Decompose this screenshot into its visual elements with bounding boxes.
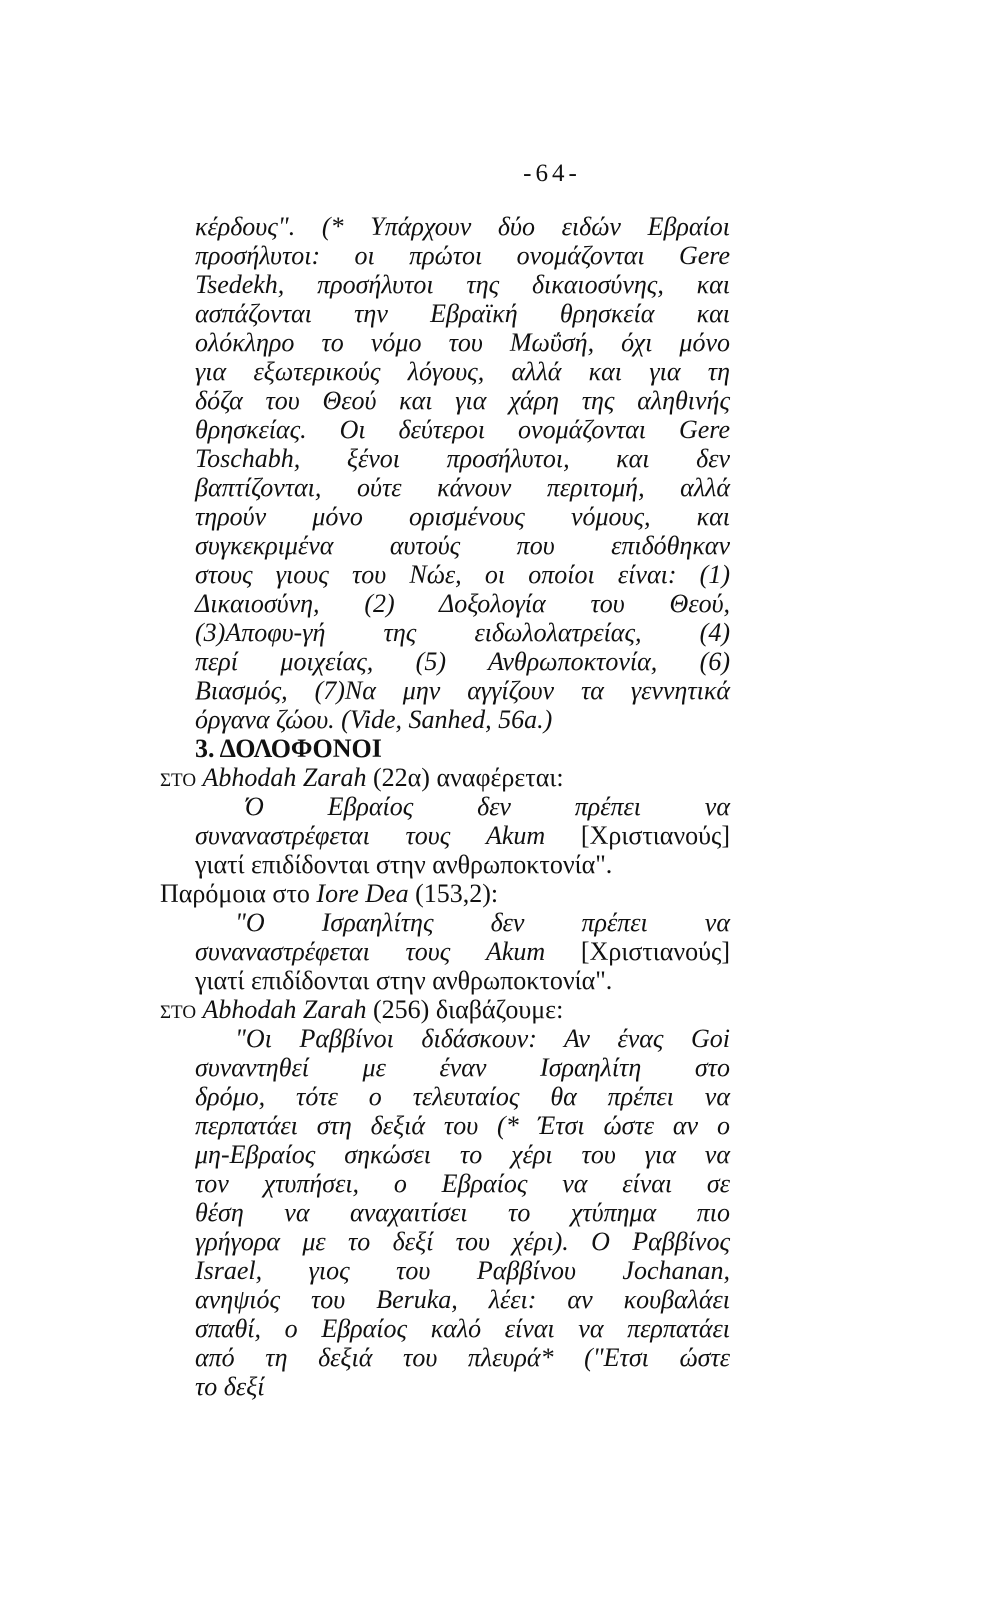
quote-line: σπαθί, ο Εβραίος καλό είναι να περπατάει <box>195 1314 730 1343</box>
text-line: βαπτίζονται, ούτε κάνουν περιτομή, αλλά <box>195 473 730 502</box>
section-iore-dea <box>160 879 731 995</box>
quote-text: [Χριστιανούς] <box>545 821 731 850</box>
quote-line: γιατί επιδίδονται στην ανθρωποκτονία". <box>195 966 613 995</box>
text-line: συγκεκριμένα αυτούς που επιδόθηκαν <box>195 531 730 560</box>
quote-text: [Χριστιανούς] <box>545 937 731 966</box>
text-line: στους γιους του Νώε, οι οποίοι είναι: (1) <box>195 560 730 589</box>
quote-line: μη-Εβραίος σηκώσει το χέρι του για να <box>195 1140 730 1169</box>
text-line: περί μοιχείας, (5) Ανθρωποκτονία, (6) <box>195 647 730 676</box>
text-line: Δικαιοσύνη, (2) Δοξολογία του Θεού, <box>195 589 730 618</box>
quote-line: συναντηθεί με έναν Ισραηλίτη στο <box>195 1053 730 1082</box>
text-line: ασπάζονται την Εβραϊκή θρησκεία και <box>195 299 730 328</box>
reference: (256) διαβάζουμε: <box>366 995 564 1024</box>
quote-text: συναναστρέφεται τους Akum <box>195 821 546 850</box>
quote-line: θέση να αναχαιτίσει το χτύπημα πιο <box>195 1198 730 1227</box>
text-line: Toschabh, ξένοι προσήλυτοι, και δεν <box>195 444 730 473</box>
reference: (153,2): <box>408 879 499 908</box>
page-number: -64- <box>523 160 581 187</box>
text-line: όργανα ζώου. (Vide, Sanhed, 56a.) <box>195 705 553 734</box>
quote-line: ανηψιός του Beruka, λέει: αν κουβαλάει <box>195 1285 730 1314</box>
quote-line: γρήγορα με το δεξί του χέρι). Ο Ραββίνος <box>195 1227 730 1256</box>
quote-line: από τη δεξιά του πλευρά* ("Ετσι ώστε <box>195 1343 730 1372</box>
work-title: Iore Dea <box>316 879 409 908</box>
text-line: κέρδους". (* Υπάρχουν δύο ειδών Εβραίοι <box>195 212 730 241</box>
quote-line: το δεξί <box>195 1372 265 1401</box>
small-caps-sto: ΣΤΟ <box>160 770 197 791</box>
page-body <box>160 212 731 1401</box>
quote-line <box>195 937 730 966</box>
text-line: (3)Αποφυ-γή της ειδωλολατρείας, (4) <box>195 618 730 647</box>
quote-line: τον χτυπήσει, ο Εβραίος να είναι σε <box>195 1169 730 1198</box>
quote-line: περπατάει στη δεξιά του (* Έτσι ώστε αν ο <box>195 1111 730 1140</box>
quote-line: δρόμο, τότε ο τελευταίος θα πρέπει να <box>195 1082 730 1111</box>
text-line: για εξωτερικούς λόγους, αλλά και για τη <box>195 357 730 386</box>
work-title: Abhodah Zarah <box>202 763 367 792</box>
text-line: προσήλυτοι: οι πρώτοι ονομάζονται Gere <box>195 241 730 270</box>
text-line: τηρούν μόνο ορισμένους νόμους, και <box>195 502 730 531</box>
quote-line: "Ο Ισραηλίτης δεν πρέπει να <box>235 908 730 937</box>
text-line: δόζα του Θεού και για χάρη της αληθινής <box>195 386 730 415</box>
quote-line: "Οι Ραββίνοι διδάσκουν: Αν ένας Goi <box>235 1024 730 1053</box>
text-line: θρησκείας. Οι δεύτεροι ονομάζονται Gere <box>195 415 730 444</box>
small-caps-sto: ΣΤΟ <box>160 1002 197 1023</box>
quote-text: συναναστρέφεται τους Akum <box>195 937 546 966</box>
text-line <box>160 995 730 1024</box>
work-title: Abhodah Zarah <box>202 995 367 1024</box>
lead-text: Παρόμοια στο <box>160 879 317 908</box>
quote-line: Israel, γιος του Ραββίνου Jochanan, <box>195 1256 730 1285</box>
section-abhodah-zarah-22 <box>160 763 731 879</box>
section-abhodah-zarah-256 <box>160 995 730 1401</box>
quote-line: γιατί επιδίδονται στην ανθρωποκτονία". <box>195 850 613 879</box>
quote-line: Ό Εβραίος δεν πρέπει να <box>245 792 730 821</box>
text-line <box>160 763 730 792</box>
text-line: Tsedekh, προσήλυτοι της δικαιοσύνης, και <box>195 270 730 299</box>
text-line <box>160 879 730 908</box>
footnote-paragraph <box>195 212 730 734</box>
section-heading: 3. ΔΟΛΟΦΟΝΟΙ <box>195 734 382 763</box>
text-line: Βιασμός, (7)Να μην αγγίζουν τα γεννητικά <box>195 676 730 705</box>
quote-line <box>195 821 730 850</box>
reference: (22α) αναφέρεται: <box>366 763 564 792</box>
text-line: ολόκληρο το νόμο του Μωΰσή, όχι μόνο <box>195 328 730 357</box>
